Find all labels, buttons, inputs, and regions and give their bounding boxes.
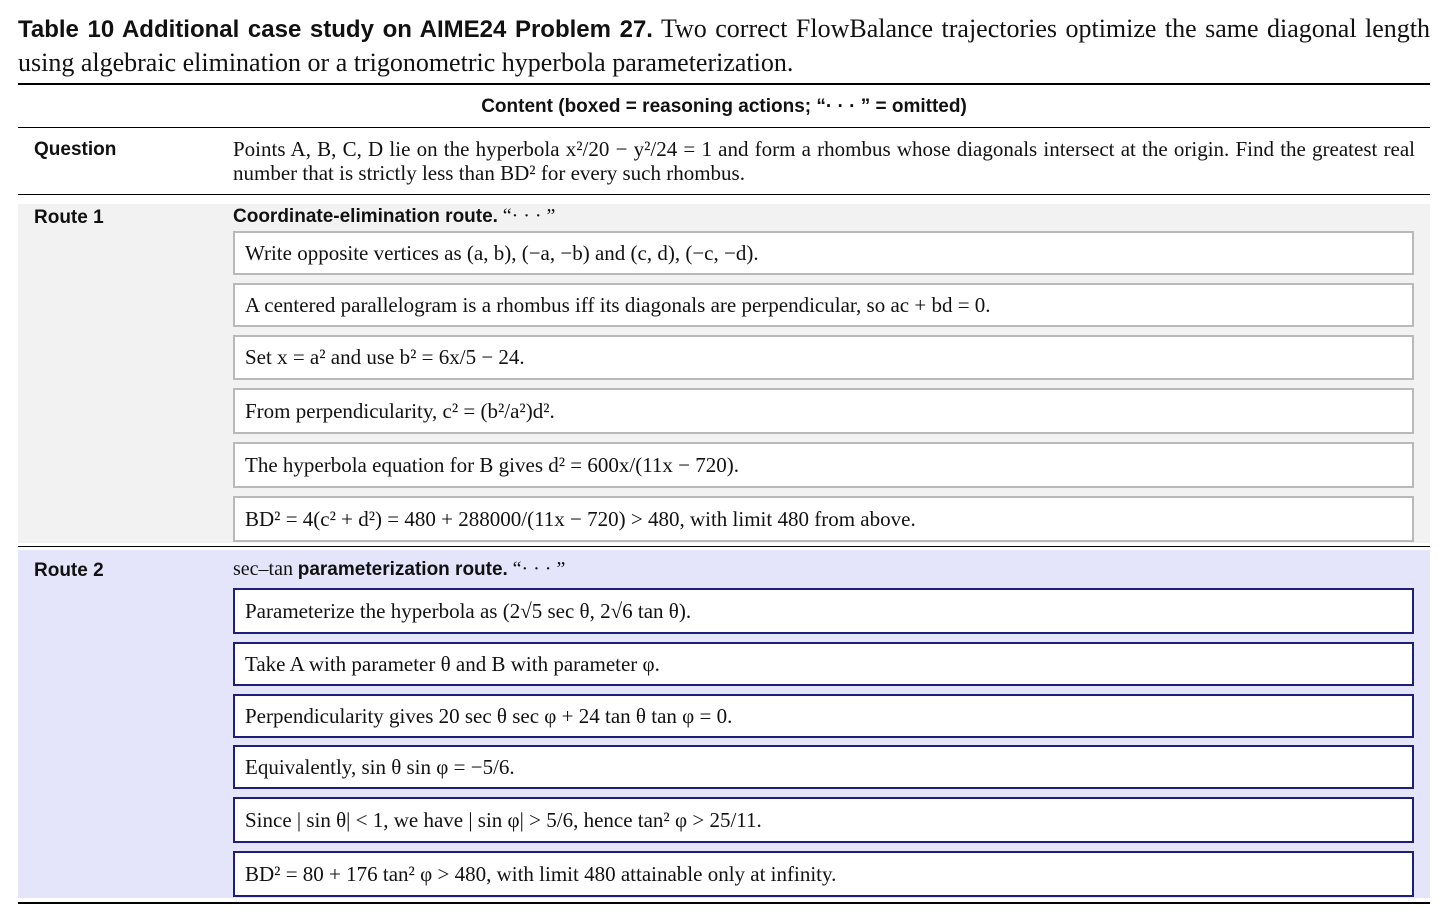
route-1-label: Route 1 <box>34 207 104 228</box>
route-2-step-1: Parameterize the hyperbola as (2√5 sec θ, 2√6 tan θ). <box>233 588 1414 634</box>
caption-label: Table 10 Additional case study on AIME24 Problem 27. <box>18 16 653 43</box>
caption-text: Two correct FlowBalance trajectories optimize the same diagonal length using algebraic elimination or a trigonometric hyperbola parameterization. <box>18 14 1431 77</box>
table-caption <box>18 12 1430 79</box>
route-2-title-text: parameterization route. <box>297 559 508 580</box>
question-text: Points A, B, C, D lie on the hyperbola x²/20 − y²/24 = 1 and form a rhombus whose diagonals intersect at the origin. Find the greatest real number that is strictly less than BD² for every such rhombus. <box>233 137 1415 185</box>
table-bottom-rule <box>18 902 1430 904</box>
route-1-step-5: The hyperbola equation for B gives d² = 600x/(11x − 720). <box>233 442 1414 488</box>
route-2-title <box>233 558 565 581</box>
route-1-step-2: A centered parallelogram is a rhombus iff its diagonals are perpendicular, so ac + bd = 0. <box>233 283 1414 327</box>
question-label: Question <box>34 139 117 160</box>
route-2-title-prefix: sec–tan <box>233 558 293 580</box>
route-2-omitted: “· · · ” <box>512 558 566 580</box>
route-2-step-3: Perpendicularity gives 20 sec θ sec φ + 24 tan θ tan φ = 0. <box>233 694 1414 738</box>
header-rule <box>18 127 1430 128</box>
route-2-step-2: Take A with parameter θ and B with parameter φ. <box>233 642 1414 686</box>
route-1-step-6: BD² = 4(c² + d²) = 480 + 288000/(11x − 720) > 480, with limit 480 from above. <box>233 496 1414 542</box>
route-1-title <box>233 205 555 228</box>
route-1-step-1: Write opposite vertices as (a, b), (−a, −b) and (c, d), (−c, −d). <box>233 231 1414 275</box>
table-top-rule <box>18 83 1430 85</box>
route-1-rule <box>18 546 1430 547</box>
route-1-step-4: From perpendicularity, c² = (b²/a²)d². <box>233 388 1414 434</box>
route-2-step-6: BD² = 80 + 176 tan² φ > 480, with limit 480 attainable only at infinity. <box>233 851 1414 897</box>
question-rule <box>18 194 1430 195</box>
route-1-omitted: “· · · ” <box>502 205 556 227</box>
route-2-step-4: Equivalently, sin θ sin φ = −5/6. <box>233 745 1414 789</box>
route-1-title-text: Coordinate-elimination route. <box>233 206 498 227</box>
route-1-step-3: Set x = a² and use b² = 6x/5 − 24. <box>233 335 1414 380</box>
route-2-step-5: Since | sin θ| < 1, we have | sin φ| > 5/6, hence tan² φ > 25/11. <box>233 797 1414 843</box>
table-header: Content (boxed = reasoning actions; “· · · ” = omitted) <box>481 96 967 117</box>
route-2-label: Route 2 <box>34 560 104 581</box>
